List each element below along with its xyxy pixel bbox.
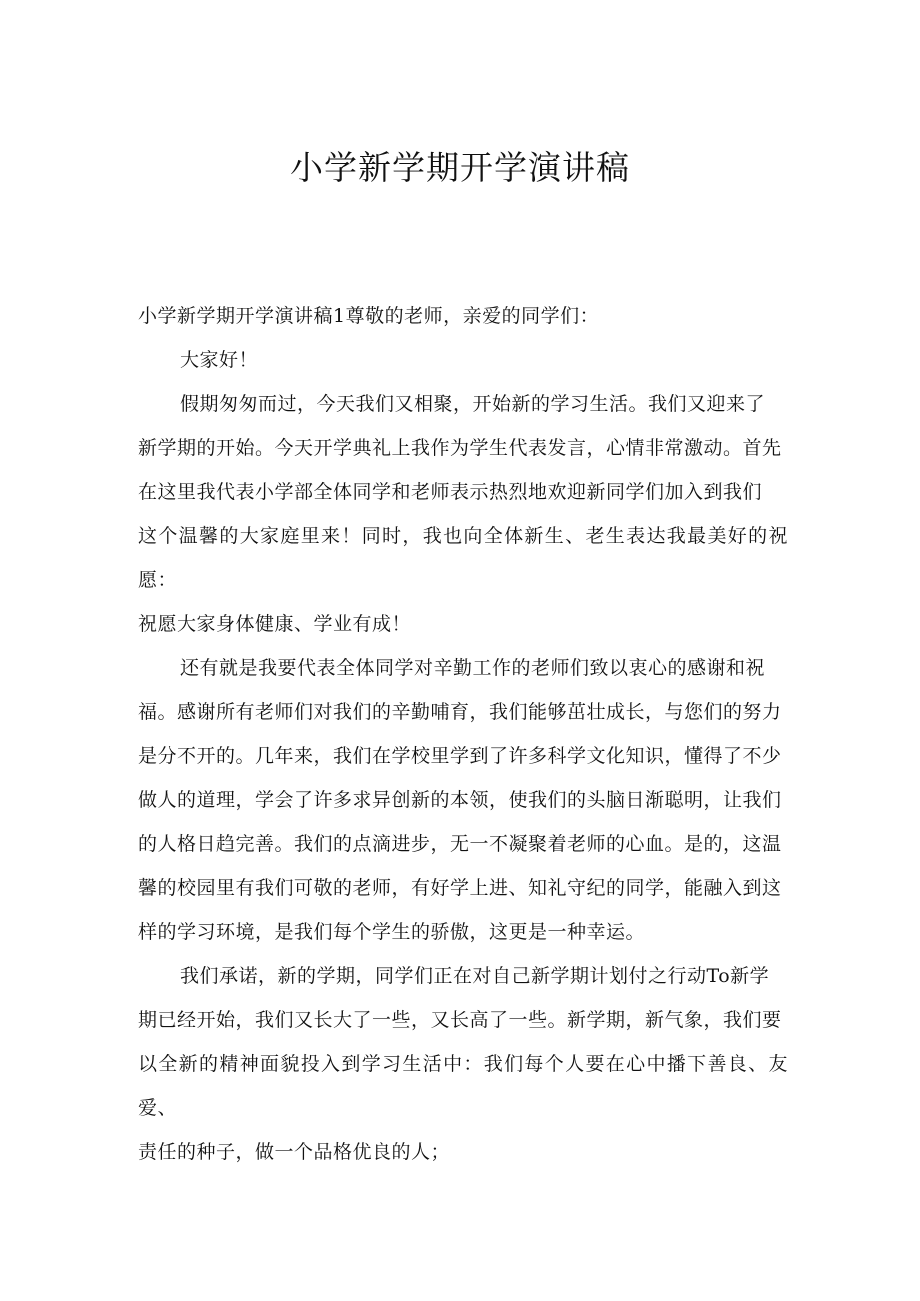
paragraph-line: 这个温馨的大家庭里来！同时，我也向全体新生、老生表达我最美好的祝愿： — [138, 525, 788, 591]
paragraph-line: 以全新的精神面貌投入到学习生活中：我们每个人要在心中播下善良、友爱、 — [138, 1053, 788, 1119]
paragraph-line: 小学新学期开学演讲稿1尊敬的老师，亲爱的同学们： — [138, 305, 600, 327]
paragraph-line: 做人的道理，学会了许多求异创新的本领，使我们的头脑日渐聪明，让我们 — [138, 789, 782, 811]
paragraph-line: 大家好！ — [180, 349, 259, 371]
paragraph-line: 在这里我代表小学部全体同学和老师表示热烈地欢迎新同学们加入到我们 — [138, 481, 763, 503]
paragraph-line: 责任的种子，做一个品格优良的人； — [138, 1141, 451, 1163]
paragraph-line: 福。感谢所有老师们对我们的辛勤哺育，我们能够茁壮成长，与您们的努力 — [138, 701, 782, 723]
document-body — [138, 294, 788, 1174]
greeting-paragraph — [138, 338, 788, 382]
body-paragraph — [138, 382, 788, 646]
paragraph-line: 假期匆匆而过，今天我们又相聚，开始新的学习生活。我们又迎来了 — [180, 393, 766, 415]
salutation-paragraph — [138, 294, 788, 338]
paragraph-line: 的人格日趋完善。我们的点滴进步，无一不凝聚着老师的心血。是的，这温 — [138, 833, 782, 855]
paragraph-line: 期已经开始，我们又长大了一些，又长高了一些。新学期，新气象，我们要 — [138, 1009, 782, 1031]
body-paragraph — [138, 954, 788, 1174]
paragraph-line: 还有就是我要代表全体同学对辛勤工作的老师们致以衷心的感谢和祝 — [180, 657, 766, 679]
document-title: 小学新学期开学演讲稿 — [290, 148, 630, 187]
paragraph-line: 是分不开的。几年来，我们在学校里学到了许多科学文化知识，懂得了不少 — [138, 745, 782, 767]
paragraph-line: 样的学习环境，是我们每个学生的骄傲，这更是一种幸运。 — [138, 921, 646, 943]
paragraph-line: 新学期的开始。今天开学典礼上我作为学生代表发言，心情非常激动。首先 — [138, 437, 782, 459]
paragraph-line: 馨的校园里有我们可敬的老师，有好学上进、知礼守纪的同学，能融入到这 — [138, 877, 782, 899]
paragraph-line: 祝愿大家身体健康、学业有成！ — [138, 613, 412, 635]
paragraph-line: 我们承诺，新的学期，同学们正在对自己新学期计划付之行动To新学 — [180, 965, 770, 987]
body-paragraph — [138, 646, 788, 954]
